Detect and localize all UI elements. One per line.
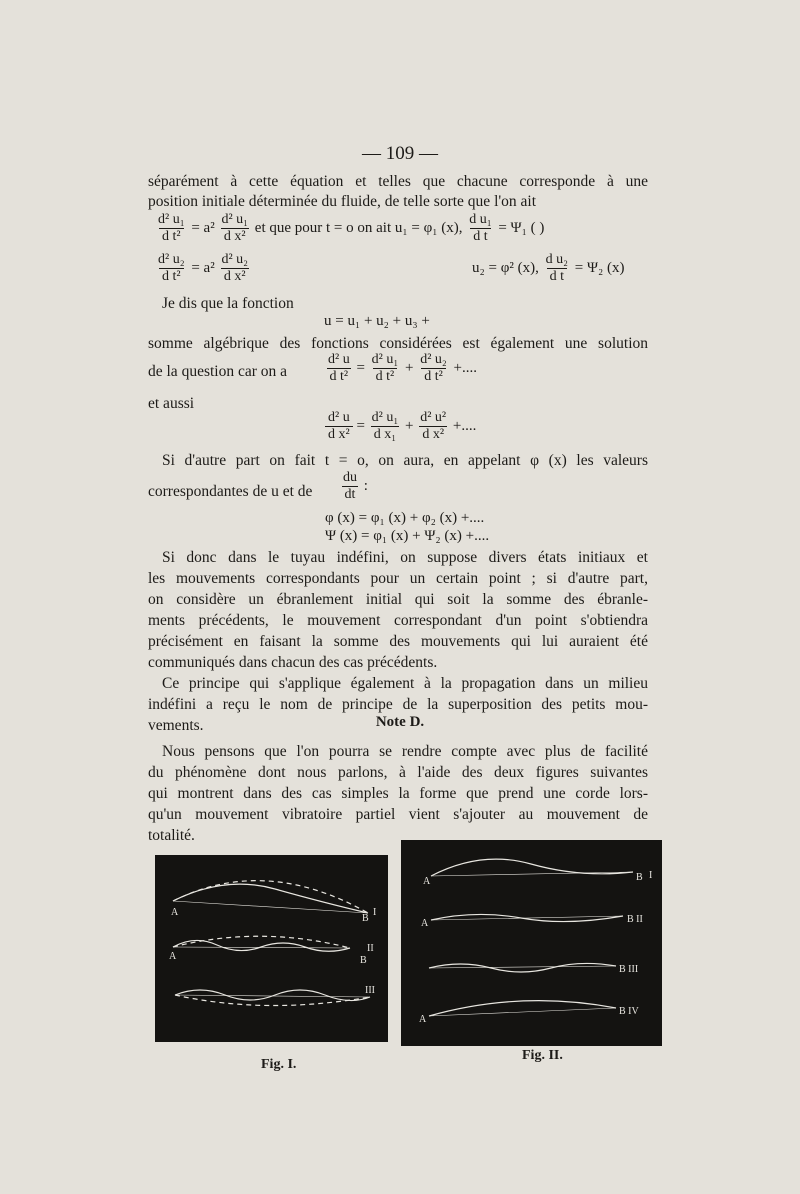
- figure-label: I: [649, 870, 653, 881]
- figure-label: B: [636, 872, 643, 883]
- equation-1: $\frac{\text{d² u₁}}{\text{d t²}}$ = a² $\frac{\text{d² u₁}}{\text{d x²}}$ et que pour t = o on ait u₁ = φ₁ (x), $\frac{\text{d u₁}}{\text{d t}}$ = Ψ₁ ( ): [158, 212, 545, 244]
- text-line: vements.: [148, 717, 204, 734]
- text-line: séparément à cette équation et telles que chacune corresponde à une: [148, 173, 648, 190]
- sum-equation: u = u₁ + u₂ + u₃ +: [324, 313, 430, 329]
- text-line: on considère un ébranlement initial qui soit la somme des ébranle-: [148, 591, 648, 608]
- figure-2-caption: Fig. II.: [522, 1048, 563, 1063]
- figure-1-caption: Fig. I.: [261, 1057, 297, 1072]
- phi-equation: φ (x) = φ₁ (x) + φ₂ (x) +....: [325, 510, 485, 526]
- text-line: les mouvements correspondants pour un certain point ; si d'autre part,: [148, 570, 648, 587]
- text-line: Si d'autre part on fait t = o, on aura, en appelant φ (x) les valeurs: [162, 452, 648, 469]
- text-line: Si donc dans le tuyau indéfini, on suppose divers états initiaux et: [162, 549, 648, 566]
- text-line: totalité.: [148, 827, 195, 844]
- text-line: du phénomène dont nous parlons, à l'aide des deux figures suivantes: [148, 764, 648, 781]
- text-line: indéfini a reçu le nom de principe de la superposition des petits mou-: [148, 696, 648, 713]
- text-line: somme algébrique des fonctions considérées est également une solution: [148, 335, 648, 352]
- note-heading: Note D.: [375, 714, 425, 730]
- equation-2-right: u₂ = φ² (x), $\frac{\text{d u₂}}{\text{d t}}$ = Ψ₂ (x): [472, 252, 625, 284]
- text-line: correspondantes de u et de: [148, 483, 313, 500]
- text-line: ments précédents, le mouvement correspondant d'un point s'obtiendra: [148, 612, 648, 629]
- text-line: qui montrent dans des cas simples la forme que prend une corde lors-: [148, 785, 648, 802]
- figure-1-drawing: [155, 855, 388, 1042]
- figure-label: B III: [619, 964, 639, 975]
- page-number: — 109 —: [362, 143, 438, 164]
- figure-label: A: [423, 876, 431, 887]
- figure-label: III: [365, 985, 375, 996]
- figure-label: A: [421, 918, 429, 929]
- figure-label: A: [419, 1014, 427, 1025]
- text-line: Je dis que la fonction: [162, 295, 294, 312]
- text-line: qu'un mouvement vibratoire partiel vient s'ajouter au mouvement de: [148, 806, 648, 823]
- text-line: de la question car on a: [148, 363, 288, 380]
- figure-label: B IV: [619, 1006, 639, 1017]
- figure-1: [155, 855, 388, 1042]
- text-line: position initiale déterminée du fluide, de telle sorte que l'on ait: [148, 193, 537, 210]
- text-line: Ce principe qui s'applique également à la propagation dans un milieu: [162, 675, 648, 692]
- figure-label: B II: [627, 914, 643, 925]
- equation-2: $\frac{\text{d² u₂}}{\text{d t²}}$ = a² $\frac{\text{d² u₂}}{\text{d x²}}$: [158, 252, 249, 284]
- equation-4: $\frac{\text{d² u}}{\text{d x²}}$ = $\frac{\text{d² u₁}}{\text{d x₁}}$ + $\frac{\text{d² u²}}{\text{d x²}}$ +....: [325, 410, 476, 443]
- text-line: et aussi: [148, 395, 195, 412]
- figure-label: A: [169, 951, 177, 962]
- figure-2-drawing: [401, 840, 662, 1046]
- figure-label: II: [367, 943, 374, 954]
- figure-label: I: [373, 907, 377, 918]
- figure-2: [401, 840, 662, 1046]
- equation-3: $\frac{\text{d² u}}{\text{d t²}}$ = $\frac{\text{d² u₁}}{\text{d t²}}$ + $\frac{\text{d² u₂}}{\text{d t²}}$ +....: [328, 352, 478, 384]
- du-dt: $\frac{du}{dt}$ :: [343, 470, 368, 502]
- text-line: communiqués dans chacun des cas précédents.: [148, 654, 438, 671]
- figure-label: B: [362, 913, 369, 924]
- figure-label: A: [171, 907, 179, 918]
- psi-equation: Ψ (x) = φ₁ (x) + Ψ₂ (x) +....: [325, 528, 490, 544]
- text-line: précisément en faisant la somme des mouvements qui lui auraient été: [148, 633, 648, 650]
- text-line: Nous pensons que l'on pourra se rendre compte avec plus de facilité: [162, 743, 648, 760]
- figure-label: B: [360, 955, 367, 966]
